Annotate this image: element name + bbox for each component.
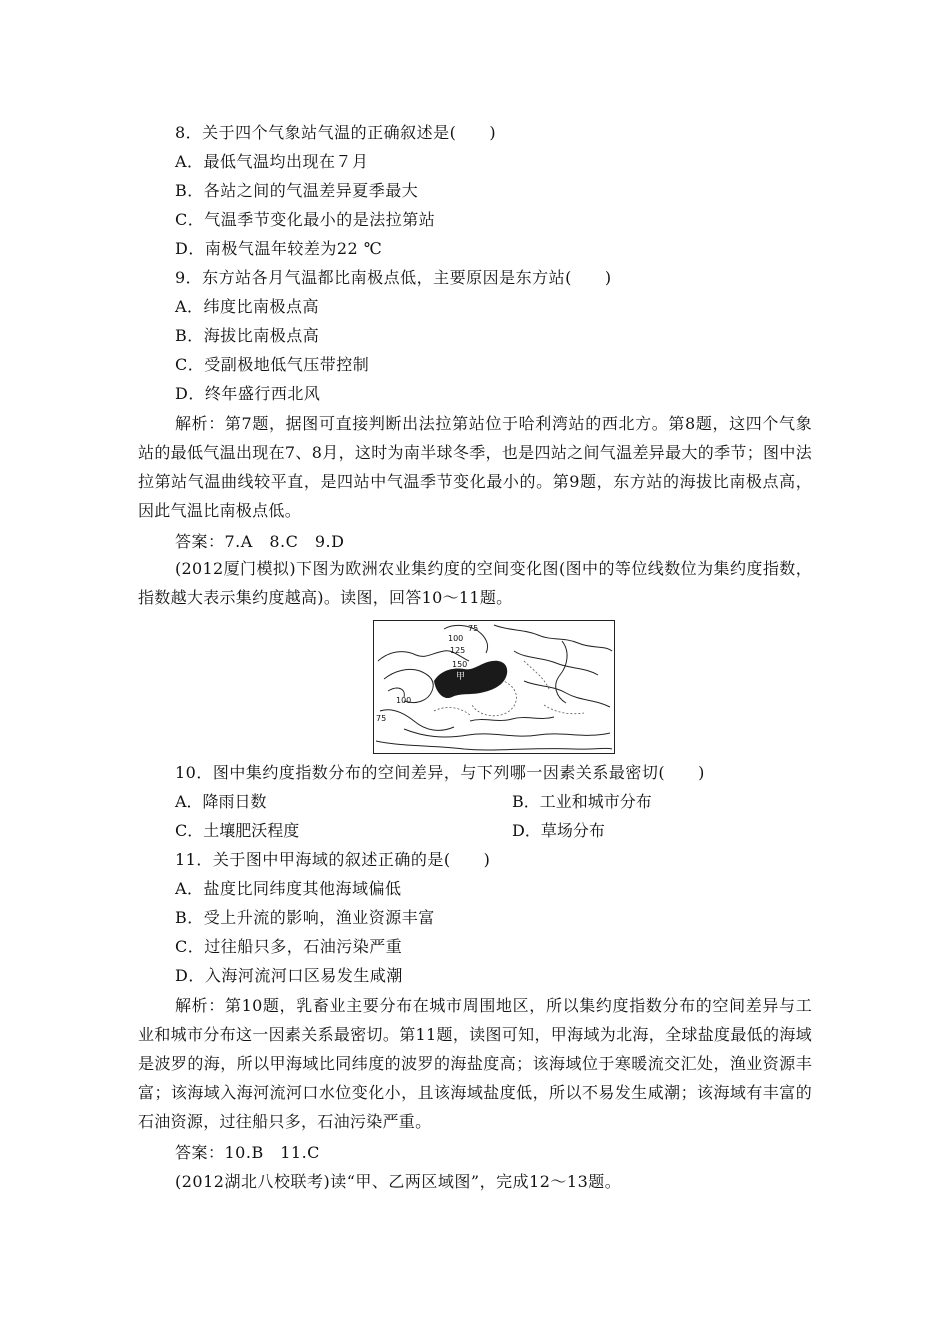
- q9-stem: 9．东方站各月气温都比南极点低，主要原因是东方站( ): [175, 268, 612, 287]
- intro-10-11: (2012厦门模拟)下图为欧洲农业集约度的空间变化图(图中的等位线数位为集约度指数，指数越大表示集约度越高)。读图，回答10～11题。: [138, 559, 812, 607]
- q8-option-b: B．各站之间的气温差异夏季最大: [175, 181, 419, 200]
- q8-option-c: C．气温季节变化最小的是法拉第站: [175, 210, 436, 229]
- contour-label-75-top: 75: [468, 624, 479, 633]
- sea-label-jia: 甲: [456, 672, 466, 682]
- europe-agriculture-intensity-map: [373, 620, 615, 754]
- q11-option-c: C．过往船只多，石油污染严重: [175, 937, 403, 956]
- q9-option-a: A．纬度比南极点高: [175, 297, 320, 316]
- q11-option-d: D．入海河流河口区易发生咸潮: [175, 966, 403, 985]
- contour-label-100-top: 100: [448, 634, 464, 643]
- analysis-7-9: 解析：第7题，据图可直接判断出法拉第站位于哈利湾站的西北方。第8题，这四个气象站的最低气温出现在7、8月，这时为南半球冬季，也是四站之间气温差异最大的季节；图中法拉第站气温曲线较平直，是四站中气温季节变化最小的。第9题，东方站的海拔比南极点高，因此气温比南极点低。: [138, 414, 812, 520]
- q9-option-b: B．海拔比南极点高: [175, 326, 320, 345]
- q9-option-c: C．受副极地低气压带控制: [175, 355, 370, 374]
- q11-option-b: B．受上升流的影响，渔业资源丰富: [175, 908, 435, 927]
- answer-7-9: 答案：7.A 8.C 9.D: [175, 532, 345, 551]
- q8-option-d: D．南极气温年较差为22 ℃: [175, 239, 383, 258]
- answer-10-11: 答案：10.B 11.C: [175, 1143, 320, 1162]
- q11-stem: 11．关于图中甲海域的叙述正确的是( ): [175, 850, 491, 869]
- q10-option-b: B．工业和城市分布: [512, 792, 652, 811]
- q10-option-c: C．土壤肥沃程度: [175, 821, 300, 840]
- analysis-10-11: 解析：第10题，乳畜业主要分布在城市周围地区，所以集约度指数分布的空间差异与工业和城市分布这一因素关系最密切。第11题，读图可知，甲海域为北海，全球盐度最低的海域是波罗的海，所以甲海域比同纬度的波罗的海盐度高；该海域位于寒暖流交汇处，渔业资源丰富；该海域入海河流河口水位变化小，且该海域盐度低，所以不易发生咸潮；该海域有丰富的石油资源，过往船只多，石油污染严重。: [138, 996, 812, 1131]
- intro-12-13: (2012湖北八校联考)读“甲、乙两区域图”，完成12～13题。: [175, 1172, 622, 1191]
- q9-option-d: D．终年盛行西北风: [175, 384, 321, 403]
- q8-stem: 8．关于四个气象站气温的正确叙述是( ): [175, 123, 497, 142]
- q11-option-a: A．盐度比同纬度其他海域偏低: [175, 879, 402, 898]
- contour-label-125: 125: [450, 646, 466, 655]
- q10-option-a: A．降雨日数: [175, 792, 267, 811]
- q10-stem: 10．图中集约度指数分布的空间差异，与下列哪一因素关系最密切( ): [175, 763, 705, 782]
- contour-label-150: 150: [452, 660, 468, 669]
- contour-label-75-left: 75: [376, 714, 387, 723]
- q8-option-a: A．最低气温均出现在７月: [175, 152, 369, 171]
- q10-option-d: D．草场分布: [512, 821, 605, 840]
- contour-label-100-left: 100: [396, 696, 412, 705]
